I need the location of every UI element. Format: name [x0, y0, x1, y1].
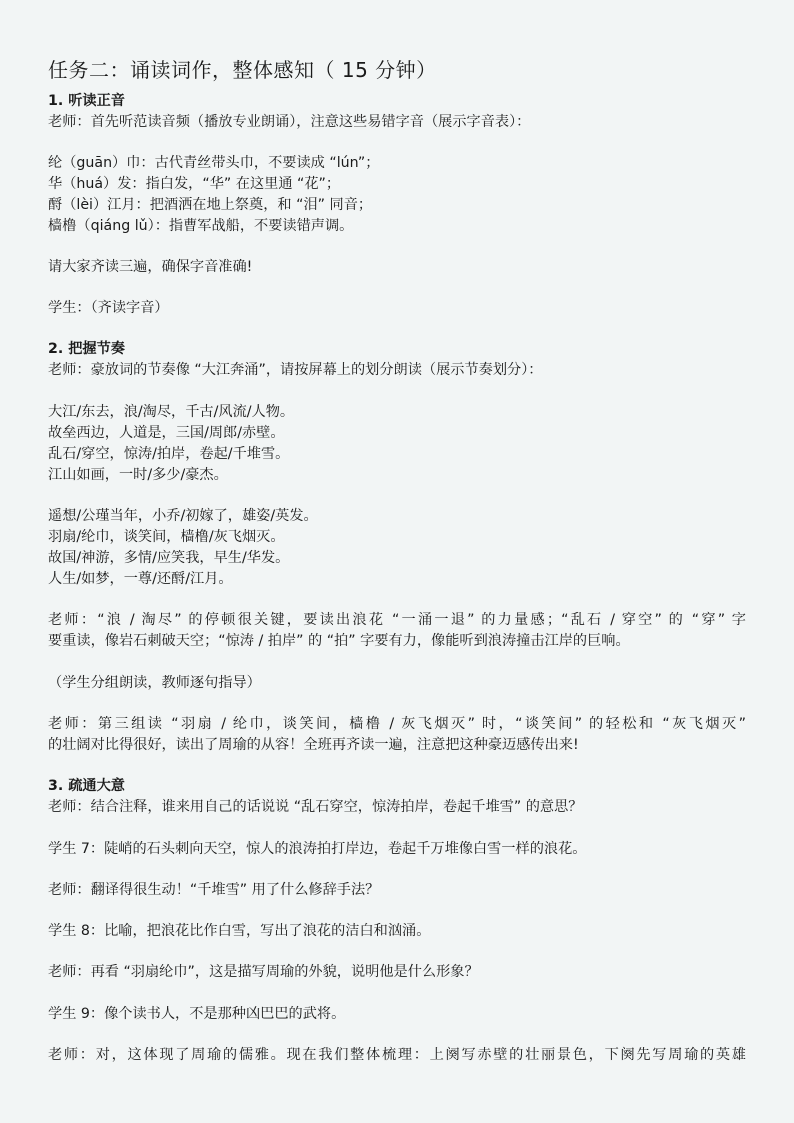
poem-line: 江山如画，一时/多少/豪杰。 [48, 467, 228, 483]
pronunciation-item: 酹（lèi）江月：把酒洒在地上祭奠，和 “泪” 同音； [48, 197, 373, 213]
teacher-line: 请大家齐读三遍，确保字音准确! [48, 259, 253, 275]
teacher-line: 的壮阔对比得很好，读出了周瑜的从容！全班再齐读一遍，注意把这种豪迈感传出来! [48, 737, 579, 753]
teacher-line: 要重读，像岩石刺破天空；“惊涛 / 拍岸” 的 “拍” 字要有力，像能听到浪涛撞击江岸的巨响。 [48, 633, 630, 649]
teacher-line: 老师：“浪 / 淘尽” 的停顿很关键，要读出浪花 “一涌一退” 的力量感；“乱石 / 穿空” 的 “穿” 字 [48, 612, 746, 628]
student-line: 学生 8：比喻，把浪花比作白雪，写出了浪花的洁白和汹涌。 [48, 923, 431, 939]
poem-line: 故垒西边，人道是，三国/周郎/赤壁。 [48, 425, 285, 441]
teacher-line: 老师：第三组读 “羽扇 / 纶巾，谈笑间，樯橹 / 灰飞烟灭” 时，“谈笑间” 的轻松和 “灰飞烟灭” [48, 716, 746, 732]
teacher-line: 老师：再看 “羽扇纶巾”，这是描写周瑜的外貌，说明他是什么形象？ [48, 964, 479, 980]
section-heading-meaning: 3. 疏通大意 [48, 778, 125, 794]
task-title: 任务二：诵读词作，整体感知（ 15 分钟） [48, 58, 437, 82]
section-heading-pronunciation: 1. 听读正音 [48, 93, 125, 109]
teacher-line: 老师：对，这体现了周瑜的儒雅。现在我们整体梳理：上阕写赤壁的壮丽景色，下阕先写周瑜的英雄 [48, 1047, 746, 1063]
poem-line: 羽扇/纶巾，谈笑间，樯橹/灰飞烟灭。 [48, 529, 285, 545]
pronunciation-item: 华（huá）发：指白发，“华” 在这里通 “花”； [48, 176, 341, 192]
teacher-line: 老师：结合注释，谁来用自己的话说说 “乱石穿空，惊涛拍岸，卷起千堆雪” 的意思？ [48, 799, 583, 815]
poem-line: 大江/东去，浪/淘尽，千古/风流/人物。 [48, 404, 295, 420]
poem-line: 故国/神游，多情/应笑我，早生/华发。 [48, 550, 290, 566]
student-line: 学生 7：陡峭的石头刺向天空，惊人的浪涛拍打岸边，卷起千万堆像白雪一样的浪花。 [48, 841, 587, 857]
pronunciation-item: 纶（guān）巾：古代青丝带头巾，不要读成 “lún”； [48, 155, 380, 171]
teacher-line: 老师：首先听范读音频（播放专业朗诵），注意这些易错字音（展示字音表）： [48, 114, 531, 130]
stage-direction: （学生分组朗读，教师逐句指导） [48, 675, 261, 691]
teacher-line: 老师：翻译得很生动！“千堆雪” 用了什么修辞手法？ [48, 882, 380, 898]
student-line: 学生：（齐读字音） [48, 300, 169, 316]
student-line: 学生 9：像个读书人，不是那种凶巴巴的武将。 [48, 1006, 346, 1022]
section-heading-rhythm: 2. 把握节奏 [48, 341, 125, 357]
poem-line: 遥想/公瑾当年，小乔/初嫁了，雄姿/英发。 [48, 508, 318, 524]
poem-line: 人生/如梦，一尊/还酹/江月。 [48, 571, 233, 587]
teacher-line: 老师：豪放词的节奏像 “大江奔涌”，请按屏幕上的划分朗读（展示节奏划分）： [48, 362, 543, 378]
poem-line: 乱石/穿空，惊涛/拍岸，卷起/千堆雪。 [48, 446, 290, 462]
pronunciation-item: 樯橹（qiáng lǔ）：指曹军战船，不要读错声调。 [48, 218, 354, 234]
